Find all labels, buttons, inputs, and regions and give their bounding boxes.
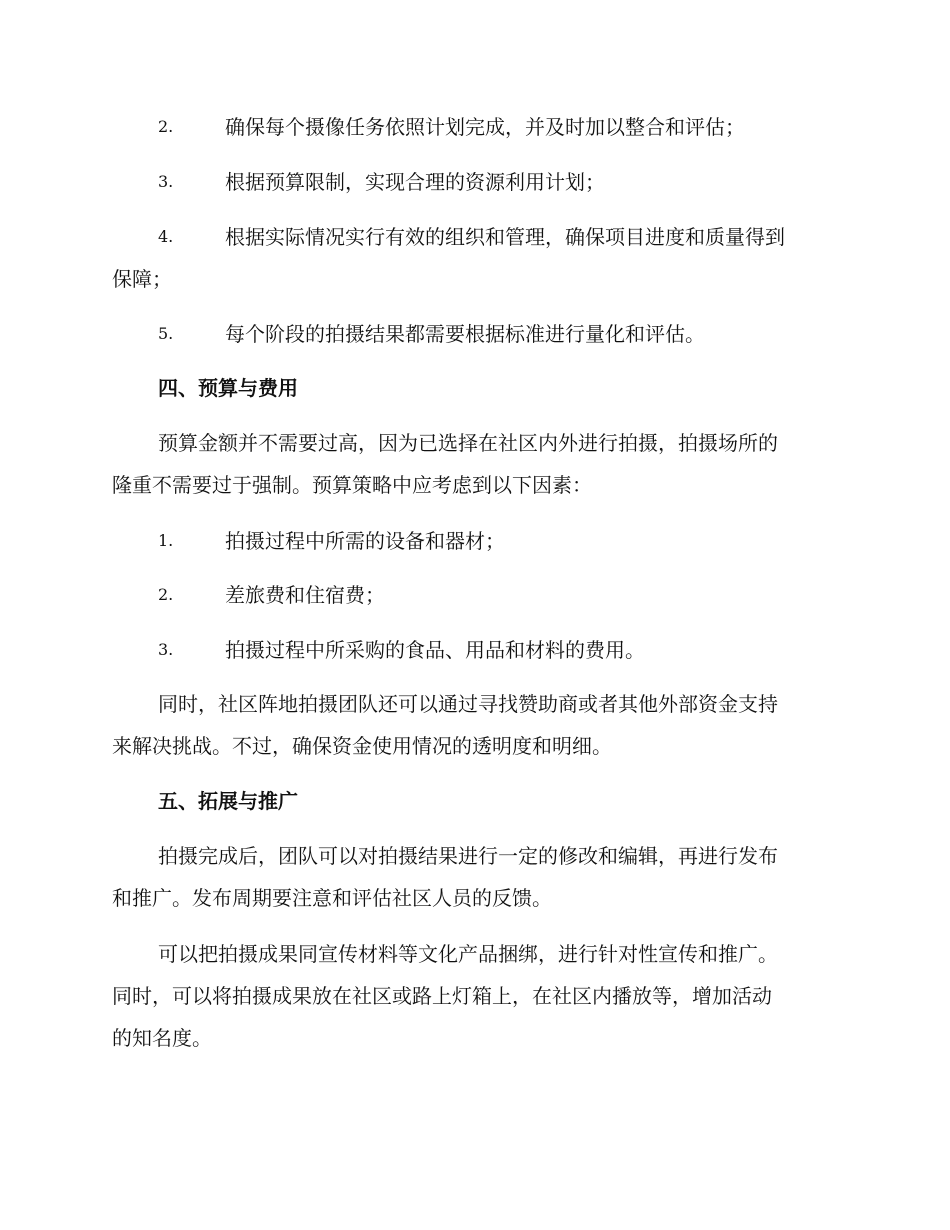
list-number: 2. <box>158 117 174 136</box>
list-number: 4. <box>158 227 174 246</box>
paragraph-line: 同时，社区阵地拍摄团队还可以通过寻找赞助商或者其他外部资金支持 <box>158 692 778 716</box>
list-number: 5. <box>158 324 174 343</box>
list-text: 每个阶段的拍摄结果都需要根据标准进行量化和评估。 <box>225 322 705 346</box>
paragraph-line: 同时，可以将拍摄成果放在社区或路上灯箱上，在社区内播放等，增加活动 <box>112 984 772 1008</box>
paragraph-line: 预算金额并不需要过高，因为已选择在社区内外进行拍摄，拍摄场所的 <box>158 431 778 455</box>
list-number: 2. <box>158 585 174 604</box>
paragraph-line: 拍摄完成后，团队可以对拍摄结果进行一定的修改和编辑，再进行发布 <box>158 844 778 868</box>
paragraph-line: 可以把拍摄成果同宣传材料等文化产品捆绑，进行针对性宣传和推广。 <box>158 942 778 966</box>
paragraph-line: 隆重不需要过于强制。预算策略中应考虑到以下因素： <box>112 473 592 497</box>
list-text-continuation: 保障； <box>112 267 172 291</box>
paragraph-line: 和推广。发布周期要注意和评估社区人员的反馈。 <box>112 886 552 910</box>
list-number: 1. <box>158 531 174 550</box>
list-number: 3. <box>158 640 174 659</box>
list-text: 根据预算限制，实现合理的资源利用计划； <box>225 170 605 194</box>
list-text: 根据实际情况实行有效的组织和管理，确保项目进度和质量得到 <box>225 225 785 249</box>
section-heading-promotion: 五、拓展与推广 <box>158 789 298 813</box>
list-number: 3. <box>158 172 174 191</box>
list-text: 拍摄过程中所采购的食品、用品和材料的费用。 <box>225 638 645 662</box>
list-text: 确保每个摄像任务依照计划完成，并及时加以整合和评估； <box>225 115 745 139</box>
section-heading-budget: 四、预算与费用 <box>158 376 298 400</box>
list-text: 差旅费和住宿费； <box>225 583 385 607</box>
paragraph-line: 的知名度。 <box>112 1026 212 1050</box>
list-text: 拍摄过程中所需的设备和器材； <box>225 529 505 553</box>
paragraph-line: 来解决挑战。不过，确保资金使用情况的透明度和明细。 <box>112 734 612 758</box>
